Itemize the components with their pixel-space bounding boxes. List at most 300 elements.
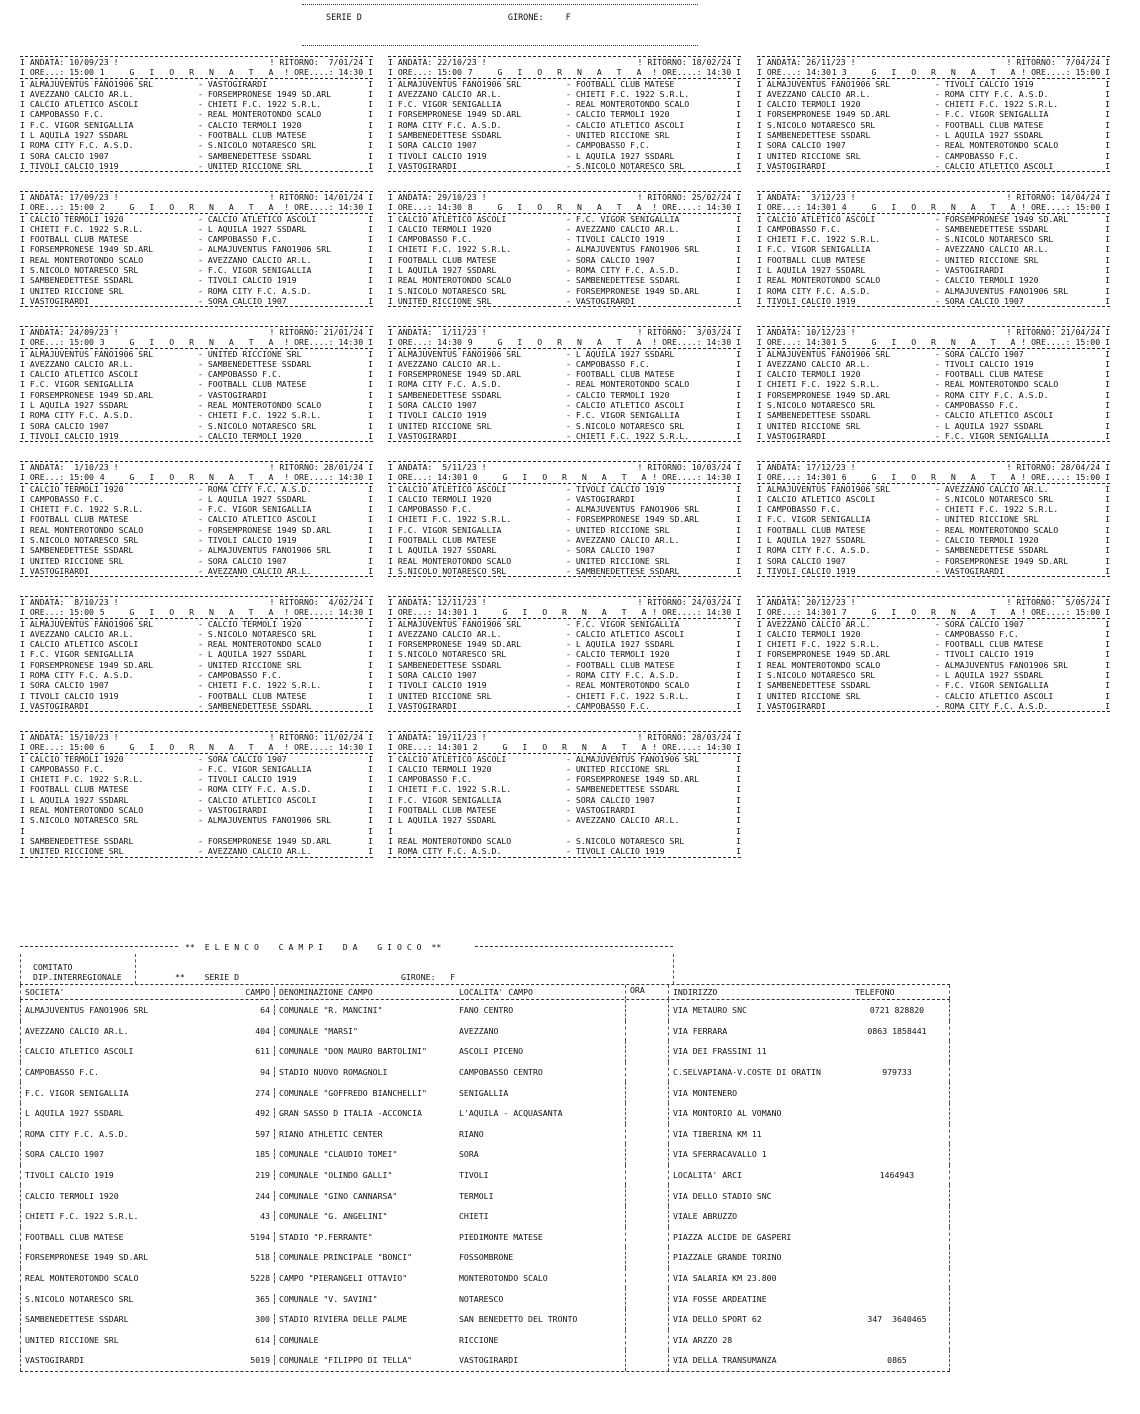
away-team: - ROMA CITY F.C. A.S.D. (198, 285, 312, 296)
away-team: - CALCIO ATLETICO ASCOLI (935, 160, 1054, 171)
match-row: I CALCIO TERMOLI 1920 - UNITED RICCIONE SRL I (388, 763, 741, 774)
campo-row (20, 1062, 950, 1083)
away-team (566, 826, 736, 836)
round-block: I ANDATA: 3/12/23 ! ! RITORNO: 14/04/24 I I ORE...: 14:30 14 G I O R N A T A ! ORE....: 15:00 I I CALCIO ATLETICO ASCOLI - FORSEMPRONESE 1949 SD.ARL I I CAMPOBASSO F.C. - SAMBENEDETTESE SSDARL I I CHIETI F.C. 1922 S.R.L. - S.NICOLO NOTARESCO SRL I I F.C. VIGOR SENIGALLIA - AVEZZANO CALCIO AR.L. I I FOOTBALL CLUB MATESE - UNITED RICCIONE SRL I I L AQUILA 1927 SSDARL - VASTOGIRARDI I I REAL MONTEROTONDO SCALO - CALCIO TERMOLI 1920 I I ROMA CITY F.C. A.S.D. - ALMAJUVENTUS FANO1906 SRL I I TIVOLI CALCIO 1919 - SORA CALCIO 1907 I (757, 192, 1110, 306)
away-team: - L AQUILA 1927 SSDARL (935, 130, 1044, 141)
away-team: - FORSEMPRONESE 1949 SD.ARL (566, 514, 700, 525)
match-row: I UNITED RICCIONE SRL - L AQUILA 1927 SSDARL I (757, 420, 1110, 431)
away-team: - VASTOGIRARDI (198, 78, 268, 89)
ritorno-date: ! RITORNO: 14/01/24 (269, 192, 364, 202)
away-team: - FORSEMPRONESE 1949 SD.ARL (935, 555, 1069, 566)
ora-cell (625, 1082, 669, 1103)
indirizzo-cell: VIA SFERRACAVALLO 1 (673, 1149, 767, 1160)
ritorno-date: ! RITORNO: 24/03/24 (637, 597, 732, 607)
match-row: I AVEZZANO CALCIO AR.L. - CALCIO ATLETICO ASCOLI I (388, 628, 741, 639)
away-team (198, 826, 368, 836)
home-team: CALCIO TERMOLI 1920 (397, 763, 492, 774)
match-row: I L AQUILA 1927 SSDARL - VASTOGIRARDI I (757, 265, 1110, 276)
ora-cell (625, 1124, 669, 1145)
away-team: - L AQUILA 1927 SSDARL (935, 420, 1044, 431)
match-row: I VASTOGIRARDI - S.NICOLO NOTARESCO SRL I (388, 160, 741, 171)
home-team: S.NICOLO NOTARESCO SRL (766, 400, 876, 411)
match-row: I CAMPOBASSO F.C. - F.C. VIGOR SENIGALLIA I (20, 763, 373, 774)
andata-time: ORE...: 14:30 (766, 607, 831, 618)
away-team: - SAMBENEDETTESE SSDARL (566, 565, 680, 576)
indirizzo-cell: VIA MONTENERO (673, 1087, 738, 1098)
home-team: CAMPOBASSO F.C. (766, 504, 841, 515)
away-team: - CALCIO ATLETICO ASCOLI (198, 213, 317, 224)
round-block: I ANDATA: 22/10/23 ! ! RITORNO: 18/02/24 I I ORE...: 15:00 7 G I O R N A T A ! ORE....: 14:30 I I ALMAJUVENTUS FANO1906 SRL - FOOTBALL CLUB MATESE I I AVEZZANO CALCIO AR.L. - CHIETI F.C. 1922 S.R.L. I I F.C. VIGOR SENIGALLIA - REAL MONTEROTONDO SCALO I I FORSEMPRONESE 1949 SD.ARL - CALCIO TERMOLI 1920 I I ROMA CITY F.C. A.S.D. - CALCIO ATLETICO ASCOLI I I SAMBENEDETTESE SSDARL - UNITED RICCIONE SRL I I SORA CALCIO 1907 - CAMPOBASSO F.C. I I TIVOLI CALCIO 1919 - L AQUILA 1927 SSDARL I I VASTOGIRARDI - S.NICOLO NOTARESCO SRL I (388, 57, 741, 171)
societa-cell: AVEZZANO CALCIO AR.L. (25, 1025, 129, 1036)
away-team: - REAL MONTEROTONDO SCALO (198, 109, 322, 120)
home-team: FOOTBALL CLUB MATESE (766, 254, 866, 265)
ritorno-date: ! RITORNO: 3/03/24 (637, 327, 732, 337)
denominazione-cell: COMUNALE "FILIPPO DI TELLA" (279, 1355, 413, 1366)
ora-cell (625, 1185, 669, 1206)
ora-cell (625, 1247, 669, 1268)
giornata-label: 3 G I O R N A T A (99, 337, 279, 348)
home-team: VASTOGIRARDI (397, 160, 458, 171)
home-team: VASTOGIRARDI (29, 700, 90, 711)
home-team: ROMA CITY F.C. A.S.D. (766, 285, 871, 296)
home-team: S.NICOLO NOTARESCO SRL (29, 535, 139, 546)
match-row: I UNITED RICCIONE SRL - AVEZZANO CALCIO AR.L. I (20, 846, 373, 857)
societa-cell: REAL MONTEROTONDO SCALO (25, 1273, 139, 1284)
giornata-label: 13 G I O R N A T A (831, 67, 1021, 78)
away-team: - L AQUILA 1927 SSDARL (198, 223, 307, 234)
denominazione-cell: COMUNALE PRINCIPALE "BONCI" (279, 1252, 413, 1263)
match-row: I CALCIO ATLETICO ASCOLI - TIVOLI CALCIO 1919 I (388, 483, 741, 494)
match-row: I TIVOLI CALCIO 1919 - VASTOGIRARDI I (757, 565, 1110, 576)
match-row: I FOOTBALL CLUB MATESE - CAMPOBASSO F.C. I (20, 234, 373, 245)
away-team: - ALMAJUVENTUS FANO1906 SRL (198, 545, 332, 556)
denominazione-cell: COMUNALE "V. SAVINI" (279, 1293, 378, 1304)
home-team: ALMAJUVENTUS FANO1906 SRL (29, 348, 154, 359)
away-team: - CALCIO ATLETICO ASCOLI (935, 410, 1054, 421)
societa-cell: SAMBENEDETTESE SSDARL (25, 1314, 129, 1325)
home-team: SORA CALCIO 1907 (397, 140, 477, 151)
telefono-cell: 979733 (882, 1067, 912, 1078)
home-team: VASTOGIRARDI (397, 700, 458, 711)
away-team: - SORA CALCIO 1907 (935, 348, 1024, 359)
campo-row (20, 1000, 950, 1021)
home-team: L AQUILA 1927 SSDARL (766, 265, 866, 276)
match-row: I ROMA CITY F.C. A.S.D. - SAMBENEDETTESE SSDARL I (757, 545, 1110, 556)
away-team: - SORA CALCIO 1907 (935, 295, 1024, 306)
away-team: - UNITED RICCIONE SRL (566, 555, 670, 566)
away-team: - UNITED RICCIONE SRL (935, 514, 1039, 525)
home-team: CAMPOBASSO F.C. (397, 234, 472, 245)
ora-cell (625, 1350, 669, 1371)
match-row: I SAMBENEDETTESE SSDARL - TIVOLI CALCIO 1919 I (20, 275, 373, 286)
ora-cell (625, 1165, 669, 1186)
away-team: - SORA CALCIO 1907 (198, 555, 287, 566)
andata-time: ORE...: 15:00 (29, 472, 94, 483)
home-team: CHIETI F.C. 1922 S.R.L. (766, 379, 881, 390)
andata-date: ANDATA: 26/11/23 ! (766, 57, 856, 67)
campo-number-cell: 274 (235, 1088, 275, 1098)
indirizzo-cell: LOCALITA' ARCI (673, 1170, 743, 1181)
telefono-cell: 0865 (887, 1355, 907, 1366)
ritorno-date: ! RITORNO: 4/02/24 (269, 597, 364, 607)
home-team: UNITED RICCIONE SRL (397, 690, 492, 701)
away-team: - F.C. VIGOR SENIGALLIA (198, 265, 312, 276)
home-team: REAL MONTEROTONDO SCALO (766, 659, 881, 670)
campo-row (20, 1268, 950, 1289)
match-row: I FORSEMPRONESE 1949 SD.ARL - VASTOGIRARDI I (20, 389, 373, 400)
campo-number-cell: 614 (235, 1335, 275, 1345)
ritorno-date: ! RITORNO: 11/02/24 (269, 732, 364, 742)
match-row: I AVEZZANO CALCIO AR.L. - CAMPOBASSO F.C. I (388, 358, 741, 369)
ritorno-time: ! ORE....: 14:30 (284, 67, 364, 78)
match-row: I SAMBENEDETTESE SSDARL - F.C. VIGOR SENIGALLIA I (757, 680, 1110, 691)
match-row: I CALCIO TERMOLI 1920 - SORA CALCIO 1907 I (20, 753, 373, 764)
indirizzo-cell: PIAZZA ALCIDE DE GASPERI (673, 1231, 792, 1242)
home-team: UNITED RICCIONE SRL (397, 295, 492, 306)
andata-time: ORE...: 14:30 (397, 472, 462, 483)
localita-cell: ASCOLI PICENO (459, 1046, 524, 1057)
denominazione-cell: GRAN SASSO D ITALIA -ACCONCIA (279, 1108, 422, 1119)
away-team: - REAL MONTEROTONDO SCALO (198, 639, 322, 650)
away-team: - FORSEMPRONESE 1949 SD.ARL (566, 285, 700, 296)
home-team: L AQUILA 1927 SSDARL (29, 400, 129, 411)
away-team: - TIVOLI CALCIO 1919 (198, 275, 297, 286)
ritorno-date: ! RITORNO: 5/05/24 (1006, 597, 1101, 607)
away-team: - SORA CALCIO 1907 (935, 618, 1024, 629)
away-team: - L AQUILA 1927 SSDARL (566, 348, 675, 359)
away-team: - CALCIO ATLETICO ASCOLI (198, 794, 317, 805)
away-team: - UNITED RICCIONE SRL (198, 160, 302, 171)
match-row: I SAMBENEDETTESE SSDARL - CALCIO TERMOLI 1920 I (388, 389, 741, 400)
match-row: I FOOTBALL CLUB MATESE - VASTOGIRARDI I (388, 805, 741, 816)
col-societa: SOCIETA' (25, 987, 65, 997)
campo-number-cell: 365 (235, 1294, 275, 1304)
match-row: I VASTOGIRARDI - CAMPOBASSO F.C. I (388, 700, 741, 711)
home-team: VASTOGIRARDI (29, 295, 90, 306)
ritorno-time: ! ORE....: 14:30 (652, 202, 732, 213)
away-team: - AVEZZANO CALCIO AR.L. (935, 244, 1049, 255)
away-team: - S.NICOLO NOTARESCO SRL (566, 420, 685, 431)
campo-row (20, 1144, 950, 1165)
home-team: CAMPOBASSO F.C. (397, 774, 472, 785)
match-row: I FORSEMPRONESE 1949 SD.ARL - ROMA CITY F.C. A.S.D. I (757, 389, 1110, 400)
home-team: CAMPOBASSO F.C. (29, 109, 104, 120)
denominazione-cell: COMUNALE "OLINDO GALLI" (279, 1170, 393, 1181)
away-team: - CHIETI F.C. 1922 S.R.L. (566, 690, 690, 701)
home-team: FOOTBALL CLUB MATESE (766, 524, 866, 535)
match-row: I L AQUILA 1927 SSDARL - CALCIO TERMOLI 1920 I (757, 535, 1110, 546)
home-team: REAL MONTEROTONDO SCALO (766, 275, 881, 286)
away-team: - ALMAJUVENTUS FANO1906 SRL (935, 659, 1069, 670)
home-team: TIVOLI CALCIO 1919 (29, 160, 119, 171)
localita-cell: SAN BENEDETTO DEL TRONTO (459, 1314, 578, 1325)
away-team: - CALCIO TERMOLI 1920 (198, 618, 302, 629)
home-team: CALCIO ATLETICO ASCOLI (397, 753, 507, 764)
match-row: I UNITED RICCIONE SRL - CHIETI F.C. 1922 S.R.L. I (388, 690, 741, 701)
round-block: I ANDATA: 10/12/23 ! ! RITORNO: 21/04/24 I I ORE...: 14:30 15 G I O R N A T A ! ORE....: 15:00 I I ALMAJUVENTUS FANO1906 SRL - SORA CALCIO 1907 I I AVEZZANO CALCIO AR.L. - TIVOLI CALCIO 1919 I I CALCIO TERMOLI 1920 - FOOTBALL CLUB MATESE I I CHIETI F.C. 1922 S.R.L. - REAL MONTEROTONDO SCALO I I FORSEMPRONESE 1949 SD.ARL - ROMA CITY F.C. A.S.D. I I S.NICOLO NOTARESCO SRL - CAMPOBASSO F.C. I I SAMBENEDETTESE SSDARL - CALCIO ATLETICO ASCOLI I I UNITED RICCIONE SRL - L AQUILA 1927 SSDARL I I VASTOGIRARDI - F.C. VIGOR SENIGALLIA I (757, 327, 1110, 441)
away-team: - AVEZZANO CALCIO AR.L. (566, 815, 680, 826)
away-team: - ROMA CITY F.C. A.S.D. (198, 784, 312, 795)
away-team: - TIVOLI CALCIO 1919 (935, 649, 1034, 660)
away-team: - FORSEMPRONESE 1949 SD.ARL (198, 524, 332, 535)
match-row: I ALMAJUVENTUS FANO1906 SRL - CALCIO TERMOLI 1920 I (20, 618, 373, 629)
match-row: I F.C. VIGOR SENIGALLIA - UNITED RICCIONE SRL I (757, 514, 1110, 525)
match-row: I ROMA CITY F.C. A.S.D. - CALCIO ATLETICO ASCOLI I (388, 119, 741, 130)
dip-label: DIP.INTERREGIONALE (33, 972, 122, 982)
away-team: - ROMA CITY F.C. A.S.D. (566, 265, 680, 276)
home-team: CHIETI F.C. 1922 S.R.L. (397, 244, 512, 255)
match-row: I CHIETI F.C. 1922 S.R.L. - S.NICOLO NOTARESCO SRL I (757, 234, 1110, 245)
away-team: - ALMAJUVENTUS FANO1906 SRL (566, 753, 700, 764)
home-team: SAMBENEDETTESE SSDARL (29, 835, 134, 846)
match-row: I L AQUILA 1927 SSDARL - FOOTBALL CLUB MATESE I (20, 130, 373, 141)
localita-cell: RICCIONE (459, 1334, 499, 1345)
campi-serie: ** SERIE D (175, 972, 240, 982)
round-block: I ANDATA: 15/10/23 ! ! RITORNO: 11/02/24 I I ORE...: 15:00 6 G I O R N A T A ! ORE....: 14:30 I I CALCIO TERMOLI 1920 - SORA CALCIO 1907 I I CAMPOBASSO F.C. - F.C. VIGOR SENIGALLIA I I CHIETI F.C. 1922 S.R.L. - TIVOLI CALCIO 1919 I I FOOTBALL CLUB MATESE - ROMA CITY F.C. A.S.D. I I L AQUILA 1927 SSDARL - CALCIO ATLETICO ASCOLI I I REAL MONTEROTONDO SCALO - VASTOGIRARDI I I S.NICOLO NOTARESCO SRL - ALMAJUVENTUS FANO1906 SRL I I I I SAMBENEDETTESE SSDARL - FORSEMPRONESE 1949 SD.ARL I I UNITED RICCIONE SRL - AVEZZANO CALCIO AR.L. I (20, 732, 373, 857)
ritorno-date: ! RITORNO: 28/03/24 (637, 732, 732, 742)
home-team: S.NICOLO NOTARESCO SRL (29, 815, 139, 826)
match-row: I REAL MONTEROTONDO SCALO - AVEZZANO CALCIO AR.L. I (20, 254, 373, 265)
home-team: UNITED RICCIONE SRL (766, 420, 861, 431)
home-team: CHIETI F.C. 1922 S.R.L. (29, 504, 144, 515)
match-row: I VASTOGIRARDI - CALCIO ATLETICO ASCOLI I (757, 160, 1110, 171)
match-row: I L AQUILA 1927 SSDARL - CALCIO ATLETICO ASCOLI I (20, 794, 373, 805)
home-team: TIVOLI CALCIO 1919 (766, 295, 856, 306)
andata-date: ANDATA: 5/11/23 ! (397, 462, 487, 472)
match-row: I REAL MONTEROTONDO SCALO - S.NICOLO NOTARESCO SRL I (388, 835, 741, 846)
andata-time: ORE...: 14:30 (766, 202, 831, 213)
campo-number-cell: 492 (235, 1108, 275, 1118)
away-team: - S.NICOLO NOTARESCO SRL (198, 420, 317, 431)
home-team: FOOTBALL CLUB MATESE (397, 805, 497, 816)
away-team: - FOOTBALL CLUB MATESE (198, 690, 307, 701)
match-row: I UNITED RICCIONE SRL - CALCIO ATLETICO ASCOLI I (757, 690, 1110, 701)
home-team: ALMAJUVENTUS FANO1906 SRL (766, 348, 891, 359)
denominazione-cell: COMUNALE "DON MAURO BARTOLINI" (279, 1046, 427, 1057)
home-team: SAMBENEDETTESE SSDARL (766, 410, 871, 421)
ritorno-time: ! ORE....: 15:00 (1021, 67, 1101, 78)
societa-cell: ALMAJUVENTUS FANO1906 SRL (25, 1005, 149, 1016)
denominazione-cell: RIANO ATHLETIC CENTER (279, 1128, 383, 1139)
away-team: - CAMPOBASSO F.C. (566, 358, 650, 369)
away-team: - TIVOLI CALCIO 1919 (198, 535, 297, 546)
andata-date: ANDATA: 22/10/23 ! (397, 57, 487, 67)
round-block: I ANDATA: 8/10/23 ! ! RITORNO: 4/02/24 I I ORE...: 15:00 5 G I O R N A T A ! ORE....: 14:30 I I ALMAJUVENTUS FANO1906 SRL - CALCIO TERMOLI 1920 I I AVEZZANO CALCIO AR.L. - S.NICOLO NOTARESCO SRL I I CALCIO ATLETICO ASCOLI - REAL MONTEROTONDO SCALO I I F.C. VIGOR SENIGALLIA - L AQUILA 1927 SSDARL I I FORSEMPRONESE 1949 SD.ARL - UNITED RICCIONE SRL I I ROMA CITY F.C. A.S.D. - CAMPOBASSO F.C. I I SORA CALCIO 1907 - CHIETI F.C. 1922 S.R.L. I I TIVOLI CALCIO 1919 - FOOTBALL CLUB MATESE I I VASTOGIRARDI - SAMBENEDETTESE SSDARL I (20, 597, 373, 711)
indirizzo-cell: PIAZZALE GRANDE TORINO (673, 1252, 782, 1263)
away-team: - VASTOGIRARDI (566, 295, 636, 306)
andata-date: ANDATA: 3/12/23 ! (766, 192, 856, 202)
home-team: SAMBENEDETTESE SSDARL (29, 545, 134, 556)
home-team: ROMA CITY F.C. A.S.D. (29, 670, 134, 681)
away-team: - UNITED RICCIONE SRL (566, 524, 670, 535)
home-team: SORA CALCIO 1907 (29, 420, 109, 431)
home-team: ROMA CITY F.C. A.S.D. (397, 379, 502, 390)
match-row: I UNITED RICCIONE SRL - CAMPOBASSO F.C. I (757, 150, 1110, 161)
home-team: F.C. VIGOR SENIGALLIA (766, 244, 871, 255)
localita-cell: RIANO (459, 1128, 484, 1139)
home-team: CHIETI F.C. 1922 S.R.L. (397, 784, 512, 795)
match-row: I CALCIO ATLETICO ASCOLI - ALMAJUVENTUS FANO1906 SRL I (388, 753, 741, 764)
campi-title: ** E L E N C O C A M P I D A G I O C O ** (185, 942, 442, 952)
match-row: I CALCIO ATLETICO ASCOLI - S.NICOLO NOTARESCO SRL I (757, 493, 1110, 504)
giornata-label: 16 G I O R N A T A (831, 472, 1021, 483)
match-row: I CHIETI F.C. 1922 S.R.L. - REAL MONTEROTONDO SCALO I (757, 379, 1110, 390)
societa-cell: CAMPOBASSO F.C. (25, 1067, 99, 1078)
away-team: - SAMBENEDETTESE SSDARL (198, 150, 312, 161)
match-row: I SAMBENEDETTESE SSDARL - L AQUILA 1927 SSDARL I (757, 130, 1110, 141)
match-row: I CAMPOBASSO F.C. - ALMAJUVENTUS FANO1906 SRL I (388, 504, 741, 515)
away-team: - CAMPOBASSO F.C. (198, 670, 282, 681)
home-team: S.NICOLO NOTARESCO SRL (397, 285, 507, 296)
match-row: I CALCIO TERMOLI 1920 - ROMA CITY F.C. A.S.D. I (20, 483, 373, 494)
match-row: I L AQUILA 1927 SSDARL - SORA CALCIO 1907 I (388, 545, 741, 556)
home-team: ALMAJUVENTUS FANO1906 SRL (766, 78, 891, 89)
home-team: S.NICOLO NOTARESCO SRL (397, 565, 507, 576)
match-row: I CALCIO TERMOLI 1920 - AVEZZANO CALCIO AR.L. I (388, 223, 741, 234)
away-team: - ALMAJUVENTUS FANO1906 SRL (935, 285, 1069, 296)
col-indirizzo: INDIRIZZO (673, 987, 718, 997)
away-team: - CAMPOBASSO F.C. (935, 400, 1019, 411)
match-row: I SORA CALCIO 1907 - CAMPOBASSO F.C. I (388, 140, 741, 151)
away-team: - FOOTBALL CLUB MATESE (566, 369, 675, 380)
match-row: I FORSEMPRONESE 1949 SD.ARL - CALCIO TERMOLI 1920 I (388, 109, 741, 120)
match-row: I F.C. VIGOR SENIGALLIA - SORA CALCIO 1907 I (388, 794, 741, 805)
home-team: SORA CALCIO 1907 (29, 150, 109, 161)
match-row: I SAMBENEDETTESE SSDARL - CALCIO ATLETICO ASCOLI I (757, 410, 1110, 421)
societa-cell: FORSEMPRONESE 1949 SD.ARL (25, 1252, 149, 1263)
home-team: L AQUILA 1927 SSDARL (397, 265, 497, 276)
ritorno-time: ! ORE....: 15:00 (1021, 607, 1101, 618)
away-team: - REAL MONTEROTONDO SCALO (566, 99, 690, 110)
match-row: I S.NICOLO NOTARESCO SRL - CAMPOBASSO F.C. I (757, 400, 1110, 411)
denominazione-cell: COMUNALE "CLAUDIO TOMEI" (279, 1149, 398, 1160)
campo-row (20, 1227, 950, 1248)
ritorno-date: ! RITORNO: 28/01/24 (269, 462, 364, 472)
home-team: UNITED RICCIONE SRL (29, 285, 124, 296)
match-row: I ROMA CITY F.C. A.S.D. - S.NICOLO NOTARESCO SRL I (20, 140, 373, 151)
home-team: ROMA CITY F.C. A.S.D. (29, 410, 134, 421)
match-row: I SAMBENEDETTESE SSDARL - FORSEMPRONESE 1949 SD.ARL I (20, 835, 373, 846)
round-block: I ANDATA: 24/09/23 ! ! RITORNO: 21/01/24 I I ORE...: 15:00 3 G I O R N A T A ! ORE....: 14:30 I I ALMAJUVENTUS FANO1906 SRL - UNITED RICCIONE SRL I I AVEZZANO CALCIO AR.L. - SAMBENEDETTESE SSDARL I I CALCIO ATLETICO ASCOLI - CAMPOBASSO F.C. I I F.C. VIGOR SENIGALLIA - FOOTBALL CLUB MATESE I I FORSEMPRONESE 1949 SD.ARL - VASTOGIRARDI I I L AQUILA 1927 SSDARL - REAL MONTEROTONDO SCALO I I ROMA CITY F.C. A.S.D. - CHIETI F.C. 1922 S.R.L. I I SORA CALCIO 1907 - S.NICOLO NOTARESCO SRL I I TIVOLI CALCIO 1919 - CALCIO TERMOLI 1920 I (20, 327, 373, 441)
away-team: - CALCIO ATLETICO ASCOLI (566, 628, 685, 639)
away-team: - ROMA CITY F.C. A.S.D. (935, 700, 1049, 711)
home-team: UNITED RICCIONE SRL (766, 150, 861, 161)
home-team: REAL MONTEROTONDO SCALO (29, 254, 144, 265)
home-team: SAMBENEDETTESE SSDARL (29, 275, 134, 286)
match-row: I FOOTBALL CLUB MATESE - AVEZZANO CALCIO AR.L. I (388, 535, 741, 546)
match-row: I SORA CALCIO 1907 - SAMBENEDETTESE SSDARL I (20, 150, 373, 161)
denominazione-cell: COMUNALE "R. MANCINI" (279, 1005, 383, 1016)
denominazione-cell: CAMPO "PIERANGELI OTTAVIO" (279, 1273, 408, 1284)
andata-time: ORE...: 15:00 (29, 742, 94, 753)
round-block: I ANDATA: 19/11/23 ! ! RITORNO: 28/03/24 I I ORE...: 14:30 12 G I O R N A T A ! ORE....: 14:30 I I CALCIO ATLETICO ASCOLI - ALMAJUVENTUS FANO1906 SRL I I CALCIO TERMOLI 1920 - UNITED RICCIONE SRL I I CAMPOBASSO F.C. - FORSEMPRONESE 1949 SD.ARL I I CHIETI F.C. 1922 S.R.L. - SAMBENEDETTESE SSDARL I I F.C. VIGOR SENIGALLIA - SORA CALCIO 1907 I I FOOTBALL CLUB MATESE - VASTOGIRARDI I I L AQUILA 1927 SSDARL - AVEZZANO CALCIO AR.L. I I I I REAL MONTEROTONDO SCALO - S.NICOLO NOTARESCO SRL I I ROMA CITY F.C. A.S.D. - TIVOLI CALCIO 1919 I (388, 732, 741, 857)
home-team: ROMA CITY F.C. A.S.D. (766, 545, 871, 556)
home-team: AVEZZANO CALCIO AR.L. (29, 88, 134, 99)
match-row: I TIVOLI CALCIO 1919 - UNITED RICCIONE SRL I (20, 160, 373, 171)
away-team: - CALCIO TERMOLI 1920 (566, 109, 670, 120)
home-team: CHIETI F.C. 1922 S.R.L. (397, 514, 512, 525)
ritorno-time: ! ORE....: 15:00 (1021, 202, 1101, 213)
away-team: - AVEZZANO CALCIO AR.L. (198, 846, 312, 857)
away-team: - F.C. VIGOR SENIGALLIA (198, 504, 312, 515)
away-team: - CALCIO ATLETICO ASCOLI (198, 514, 317, 525)
ora-cell (625, 1268, 669, 1289)
campi-header-row (20, 985, 950, 999)
away-team: - CALCIO ATLETICO ASCOLI (566, 400, 685, 411)
away-team: - AVEZZANO CALCIO AR.L. (198, 565, 312, 576)
match-row: I CALCIO TERMOLI 1920 - CALCIO ATLETICO ASCOLI I (20, 213, 373, 224)
away-team: - REAL MONTEROTONDO SCALO (935, 524, 1059, 535)
header-bottom-rule (302, 45, 698, 46)
match-row: I FOOTBALL CLUB MATESE - REAL MONTEROTONDO SCALO I (757, 524, 1110, 535)
away-team: - SORA CALCIO 1907 (198, 295, 287, 306)
home-team: TIVOLI CALCIO 1919 (397, 150, 487, 161)
ora-cell (625, 1330, 669, 1351)
away-team: - AVEZZANO CALCIO AR.L. (198, 254, 312, 265)
andata-date: ANDATA: 19/11/23 ! (397, 732, 487, 742)
andata-date: ANDATA: 10/12/23 ! (766, 327, 856, 337)
telefono-cell: 1464943 (879, 1170, 915, 1181)
home-team: CAMPOBASSO F.C. (29, 763, 104, 774)
ritorno-date: ! RITORNO: 21/04/24 (1006, 327, 1101, 337)
match-row: I ALMAJUVENTUS FANO1906 SRL - UNITED RICCIONE SRL I (20, 348, 373, 359)
home-team: SAMBENEDETTESE SSDARL (397, 659, 502, 670)
match-row: I FOOTBALL CLUB MATESE - CALCIO ATLETICO ASCOLI I (20, 514, 373, 525)
home-team: CAMPOBASSO F.C. (766, 223, 841, 234)
home-team: FORSEMPRONESE 1949 SD.ARL (29, 389, 154, 400)
home-team: CALCIO TERMOLI 1920 (29, 753, 124, 764)
match-row: I F.C. VIGOR SENIGALLIA - FOOTBALL CLUB MATESE I (20, 379, 373, 390)
campo-number-cell: 64 (235, 1005, 275, 1015)
away-team: - ROMA CITY F.C. A.S.D. (935, 88, 1049, 99)
away-team: - UNITED RICCIONE SRL (566, 130, 670, 141)
ritorno-date: ! RITORNO: 10/03/24 (637, 462, 732, 472)
home-team: FOOTBALL CLUB MATESE (29, 234, 129, 245)
match-row: I UNITED RICCIONE SRL - VASTOGIRARDI I (388, 295, 741, 306)
campo-number-cell: 43 (235, 1211, 275, 1221)
campo-row (20, 1124, 950, 1145)
away-team: - F.C. VIGOR SENIGALLIA (566, 410, 680, 421)
indirizzo-cell: VIALE ABRUZZO (673, 1211, 738, 1222)
home-team: CALCIO ATLETICO ASCOLI (766, 493, 876, 504)
home-team: REAL MONTEROTONDO SCALO (397, 275, 512, 286)
away-team: - CALCIO TERMOLI 1920 (935, 275, 1039, 286)
away-team: - F.C. VIGOR SENIGALLIA (566, 213, 680, 224)
away-team: - F.C. VIGOR SENIGALLIA (935, 430, 1049, 441)
home-team: SORA CALCIO 1907 (29, 680, 109, 691)
denominazione-cell: COMUNALE "G. ANGELINI" (279, 1211, 388, 1222)
andata-time: ORE...: 14:30 (766, 337, 831, 348)
home-team: SAMBENEDETTESE SSDARL (766, 680, 871, 691)
away-team: - S.NICOLO NOTARESCO SRL (566, 835, 685, 846)
ora-cell (625, 1041, 669, 1062)
home-team: AVEZZANO CALCIO AR.L. (397, 88, 502, 99)
away-team: - F.C. VIGOR SENIGALLIA (935, 109, 1049, 120)
giornata-label: 12 G I O R N A T A (462, 742, 652, 753)
away-team: - ALMAJUVENTUS FANO1906 SRL (198, 815, 332, 826)
away-team: - L AQUILA 1927 SSDARL (566, 150, 675, 161)
round-block: I ANDATA: 1/10/23 ! ! RITORNO: 28/01/24 I I ORE...: 15:00 4 G I O R N A T A ! ORE....: 14:30 I I CALCIO TERMOLI 1920 - ROMA CITY F.C. A.S.D. I I CAMPOBASSO F.C. - L AQUILA 1927 SSDARL I I CHIETI F.C. 1922 S.R.L. - F.C. VIGOR SENIGALLIA I I FOOTBALL CLUB MATESE - CALCIO ATLETICO ASCOLI I I REAL MONTEROTONDO SCALO - FORSEMPRONESE 1949 SD.ARL I I S.NICOLO NOTARESCO SRL - TIVOLI CALCIO 1919 I I SAMBENEDETTESE SSDARL - ALMAJUVENTUS FANO1906 SRL I I UNITED RICCIONE SRL - SORA CALCIO 1907 I I VASTOGIRARDI - AVEZZANO CALCIO AR.L. I (20, 462, 373, 576)
match-row: I S.NICOLO NOTARESCO SRL - F.C. VIGOR SENIGALLIA I (20, 265, 373, 276)
campo-row (20, 1185, 950, 1206)
home-team: L AQUILA 1927 SSDARL (397, 815, 497, 826)
match-row: I REAL MONTEROTONDO SCALO - SAMBENEDETTESE SSDARL I (388, 275, 741, 286)
ritorno-time: ! ORE....: 14:30 (284, 202, 364, 213)
ritorno-date: ! RITORNO: 7/04/24 (1006, 57, 1101, 67)
campi-title-bar (20, 942, 950, 954)
match-row: I AVEZZANO CALCIO AR.L. - TIVOLI CALCIO 1919 I (757, 358, 1110, 369)
away-team: - REAL MONTEROTONDO SCALO (566, 680, 690, 691)
